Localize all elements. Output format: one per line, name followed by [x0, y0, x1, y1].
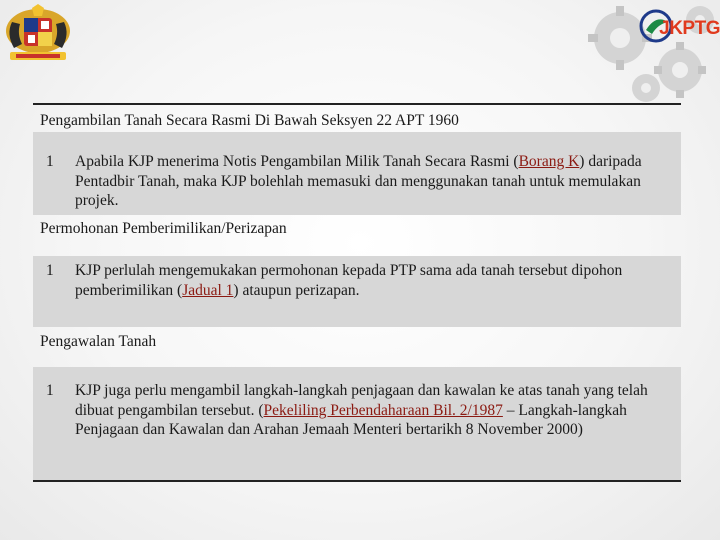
table-row — [33, 256, 681, 327]
text-segment: ) daripada Pentadbir Tanah, maka KJP bolehlah memasuki dan menggunakan tanah untuk memulakan projek. — [75, 153, 642, 209]
logo-text: JKPTG — [659, 18, 720, 39]
item-number: 1 — [46, 382, 54, 399]
item-text — [75, 152, 681, 215]
item-number: 1 — [46, 262, 54, 279]
text-segment: KJP juga perlu mengambil langkah-langkah penjagaan dan kawalan ke atas tanah yang telah dibuat pengambilan tersebut. ( — [75, 382, 648, 419]
item-text — [75, 381, 681, 480]
section-heading-pengawalan: Pengawalan Tanah — [40, 333, 157, 350]
borang-k-link[interactable]: Borang K — [518, 153, 580, 170]
section-heading-pengambilan: Pengambilan Tanah Secara Rasmi Di Bawah Seksyen 22 APT 1960 — [40, 112, 459, 129]
text-segment: – Langkah-langkah Penjagaan dan Kawalan dan Arahan Jemaah Menteri bertarikh 8 November 2000) — [75, 401, 627, 438]
text-segment: Apabila KJP menerima Notis Pengambilan Milik Tanah Secara Rasmi ( — [75, 153, 519, 170]
table-row — [33, 367, 681, 482]
jadual-1-link[interactable]: Jadual 1 — [182, 281, 234, 299]
text-segment: ) ataupun perizapan. — [233, 281, 360, 299]
text-segment: KJP perlulah mengemukakan permohonan kepada PTP sama ada tanah tersebut dipohon pemberimilikan ( — [75, 262, 623, 299]
content-table — [33, 103, 681, 482]
table-row — [33, 132, 681, 215]
item-text — [75, 261, 681, 327]
pekeliling-link[interactable]: Pekeliling Perbendaharaan Bil. 2/1987 — [263, 401, 503, 419]
item-number: 1 — [46, 153, 54, 170]
section-heading-permohonan: Permohonan Pemberimilikan/Perizapan — [40, 220, 287, 237]
coat-of-arms-icon — [2, 4, 74, 64]
